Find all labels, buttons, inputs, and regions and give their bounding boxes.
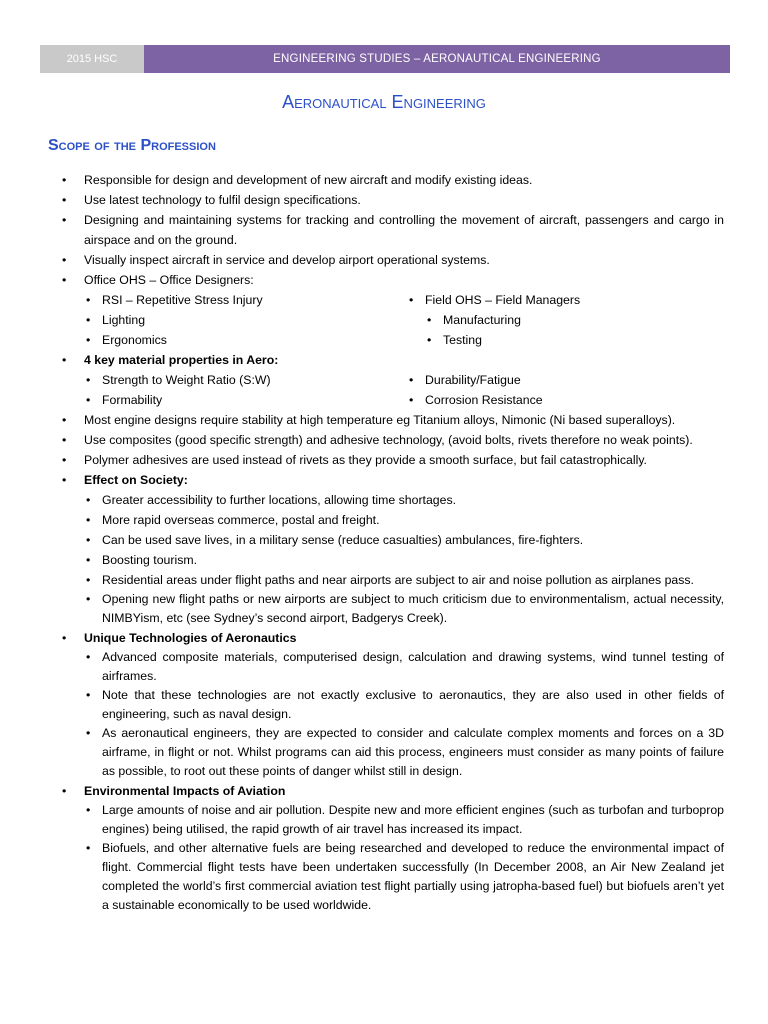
office-ohs-heading: Office OHS – Office Designers: bbox=[84, 273, 254, 287]
list-item: • Boosting tourism. bbox=[84, 550, 724, 570]
material-properties-heading: 4 key material properties in Aero: bbox=[84, 353, 279, 367]
list-item: • More rapid overseas commerce, postal and freight. bbox=[84, 510, 724, 530]
bullet-list bbox=[60, 170, 724, 915]
list-item: • Opening new flight paths or new airports are subject to much criticism due to environmentalism, actual necessity, NIMBYism, etc (see Sydney’s second airport, Badgerys Creek). bbox=[84, 590, 724, 628]
list-item bbox=[407, 290, 707, 350]
field-ohs-list bbox=[407, 290, 707, 350]
list-item bbox=[60, 781, 724, 915]
list-item: • Visually inspect aircraft in service and develop airport operational systems. bbox=[60, 250, 724, 270]
list-item: • Greater accessibility to further locations, allowing time shortages. bbox=[84, 490, 724, 510]
list-item: • Strength to Weight Ratio (S:W) bbox=[84, 370, 407, 390]
list-item: • Polymer adhesives are used instead of rivets as they provide a smooth surface, but fail catastrophically. bbox=[60, 450, 724, 470]
list-item: • Manufacturing bbox=[425, 310, 707, 330]
list-item: • Large amounts of noise and air pollution. Despite new and more efficient engines (such as turbofan and turboprop engines) being utilised, the rapid growth of air travel has increased its impact. bbox=[84, 801, 724, 839]
list-item: • As aeronautical engineers, they are expected to consider and calculate complex moments and forces on a 3D airframe, in flight or not. Whilst programs can aid this process, engineers must consider as many points of failure as possible, to root out these points of danger whilst still in design. bbox=[84, 724, 724, 781]
environmental-list bbox=[84, 801, 724, 915]
section-title: Scope of the Profession bbox=[48, 137, 216, 154]
list-item: • Designing and maintaining systems for tracking and controlling the movement of aircraft, passengers and cargo in airspace and on the ground. bbox=[60, 210, 724, 250]
list-item: • Ergonomics bbox=[84, 330, 407, 350]
page-header bbox=[40, 45, 730, 73]
page-title: Aeronautical Engineering bbox=[282, 92, 486, 112]
properties-columns bbox=[84, 370, 724, 410]
list-item: • Testing bbox=[425, 330, 707, 350]
list-item: • Use latest technology to fulfil design specifications. bbox=[60, 190, 724, 210]
list-item: • Advanced composite materials, computerised design, calculation and drawing systems, wind tunnel testing of airframes. bbox=[84, 648, 724, 686]
field-ohs-sublist bbox=[425, 310, 707, 350]
list-item: • Biofuels, and other alternative fuels are being researched and developed to reduce the environmental impact of flight. Commercial flight tests have been undertaken successfully (In December 2008, an Air New Zealand jet completed the world’s first commercial aviation test flight partially using jatropha-based fuel) but biofuels aren’t yet a sustainable economically to be used worldwide. bbox=[84, 839, 724, 915]
list-item: • Corrosion Resistance bbox=[407, 390, 707, 410]
list-item: • Lighting bbox=[84, 310, 407, 330]
list-item bbox=[60, 350, 724, 410]
list-item: • Durability/Fatigue bbox=[407, 370, 707, 390]
list-item: • Can be used save lives, in a military sense (reduce casualties) ambulances, fire-fighters. bbox=[84, 530, 724, 550]
header-year: 2015 HSC bbox=[40, 45, 144, 73]
society-list bbox=[84, 490, 724, 628]
society-heading: Effect on Society: bbox=[84, 473, 188, 487]
ohs-columns bbox=[84, 290, 724, 350]
field-ohs-heading: Field OHS – Field Managers bbox=[425, 293, 581, 307]
document-body bbox=[60, 170, 724, 915]
list-item: • Most engine designs require stability at high temperature eg Titanium alloys, Nimonic (Ni based superalloys). bbox=[60, 410, 724, 430]
office-ohs-list bbox=[84, 290, 407, 350]
list-item: • Note that these technologies are not exactly exclusive to aeronautics, they are also used in other fields of engineering, such as naval design. bbox=[84, 686, 724, 724]
technologies-heading: Unique Technologies of Aeronautics bbox=[84, 631, 297, 645]
list-item: • Use composites (good specific strength) and adhesive technology, (avoid bolts, rivets therefore no weak points). bbox=[60, 430, 724, 450]
list-item: • RSI – Repetitive Stress Injury bbox=[84, 290, 407, 310]
list-item: • Responsible for design and development of new aircraft and modify existing ideas. bbox=[60, 170, 724, 190]
header-subject: ENGINEERING STUDIES – AERONAUTICAL ENGINEERING bbox=[144, 45, 730, 73]
list-item: • Formability bbox=[84, 390, 407, 410]
list-item bbox=[60, 628, 724, 781]
properties-right-list bbox=[407, 370, 707, 410]
list-item: • Residential areas under flight paths and near airports are subject to air and noise pollution as airplanes pass. bbox=[84, 570, 724, 590]
list-item bbox=[60, 470, 724, 628]
technologies-list bbox=[84, 648, 724, 781]
environmental-heading: Environmental Impacts of Aviation bbox=[84, 784, 286, 798]
list-item bbox=[60, 270, 724, 350]
properties-left-list bbox=[84, 370, 407, 410]
